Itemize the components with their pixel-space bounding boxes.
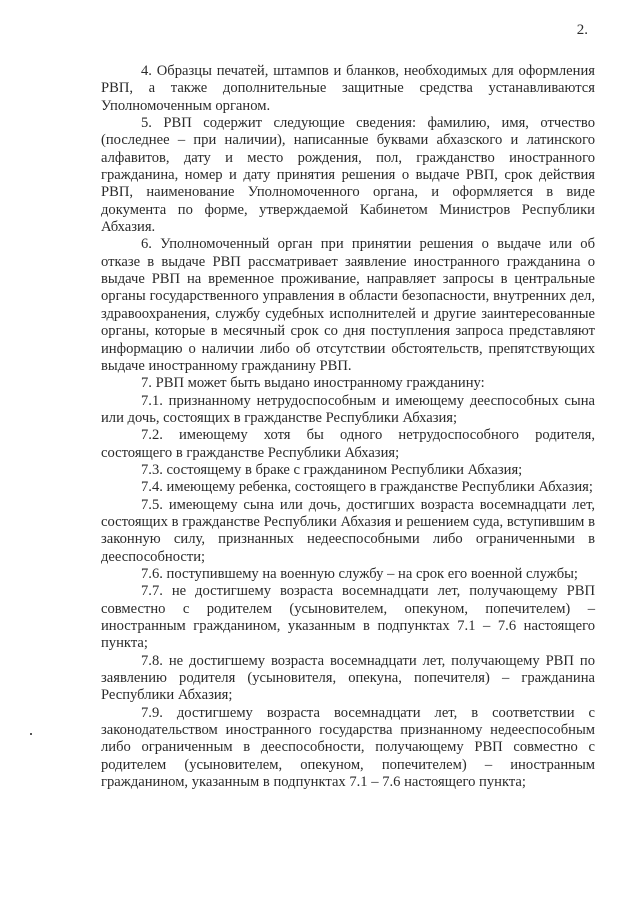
paragraph-7: 7. РВП может быть выдано иностранному гражданину: [141,375,485,392]
paragraph-5: 5. РВП содержит следующие сведения: фамилию, имя, отчество (последнее – при наличии), написанные буквами абхазского и латинского алфавитов, дату и место рождения, пол, гражданство иностранного гражданина, номер и дату принятия решения о выдаче РВП, срок действия РВП, наименование Уполномоченного органа, и оформляется в виде документа по форме, утверждаемой Кабинетом Министров Республики Абхазия. [101,115,595,236]
subparagraph-7-8: 7.8. не достигшему возраста восемнадцати лет, получающему РВП по заявлению родителя (усыновителя, опекуна, попечителя) – гражданина Республики Абхазия; [101,652,595,704]
page-number: 2. [576,22,588,38]
paragraph-4: 4. Образцы печатей, штампов и бланков, необходимых для оформления РВП, а также дополнительные защитные средства устанавливаются Уполномоченным органом. [101,63,595,114]
subparagraph-7-5: 7.5. имеющему сына или дочь, достигших возраста восемнадцати лет, состоящих в гражданстве Республики Абхазия и решением суда, вступившим в законную силу, признанных недееспособными либо ограниченными в дееспособности; [101,496,595,565]
subparagraph-7-6: 7.6. поступившему на военную службу – на срок его военной службы; [141,565,578,582]
subparagraph-7-9: 7.9. достигшему возраста восемнадцати лет, в соответствии с законодательством иностранного государства признанному недееспособным либо ограниченным в дееспособности, получающему РВП совместно с родителем (усыновителем, опекуном, попечителем) – иностранным гражданином, указанным в подпунктах 7.1 – 7.6 настоящего пункта; [101,704,595,791]
subparagraph-7-3: 7.3. состоящему в браке с гражданином Республики Абхазия; [141,461,523,478]
scan-speck [30,733,32,735]
document-body [101,63,595,791]
subparagraph-7-1: 7.1. признанному нетрудоспособным и имеющему дееспособных сына или дочь, состоящих в гражданстве Республики Абхазия; [101,392,595,426]
paragraph-6: 6. Уполномоченный орган при принятии решения о выдаче или об отказе в выдаче РВП рассматривает заявление иностранного гражданина о выдаче РВП на временное проживание, направляет запросы в центральные органы государственного управления в области безопасности, внутренних дел, здравоохранения, службу судебных исполнителей и другие заинтересованные органы, которые в месячный срок со дня поступления запроса представляют информацию о наличии либо об отсутствии обстоятельств, препятствующих выдаче иностранному гражданину РВП. [101,236,595,374]
subparagraph-7-7: 7.7. не достигшему возраста восемнадцати лет, получающему РВП совместно с родителем (усыновителем, опекуном, попечителем) – иностранным гражданином, указанным в подпунктах 7.1 – 7.6 настоящего пункта; [101,583,595,652]
subparagraph-7-4: 7.4. имеющему ребенка, состоящего в гражданстве Республики Абхазия; [141,479,593,496]
subparagraph-7-2: 7.2. имеющему хотя бы одного нетрудоспособного родителя, состоящего в гражданстве Республики Абхазия; [101,427,595,461]
